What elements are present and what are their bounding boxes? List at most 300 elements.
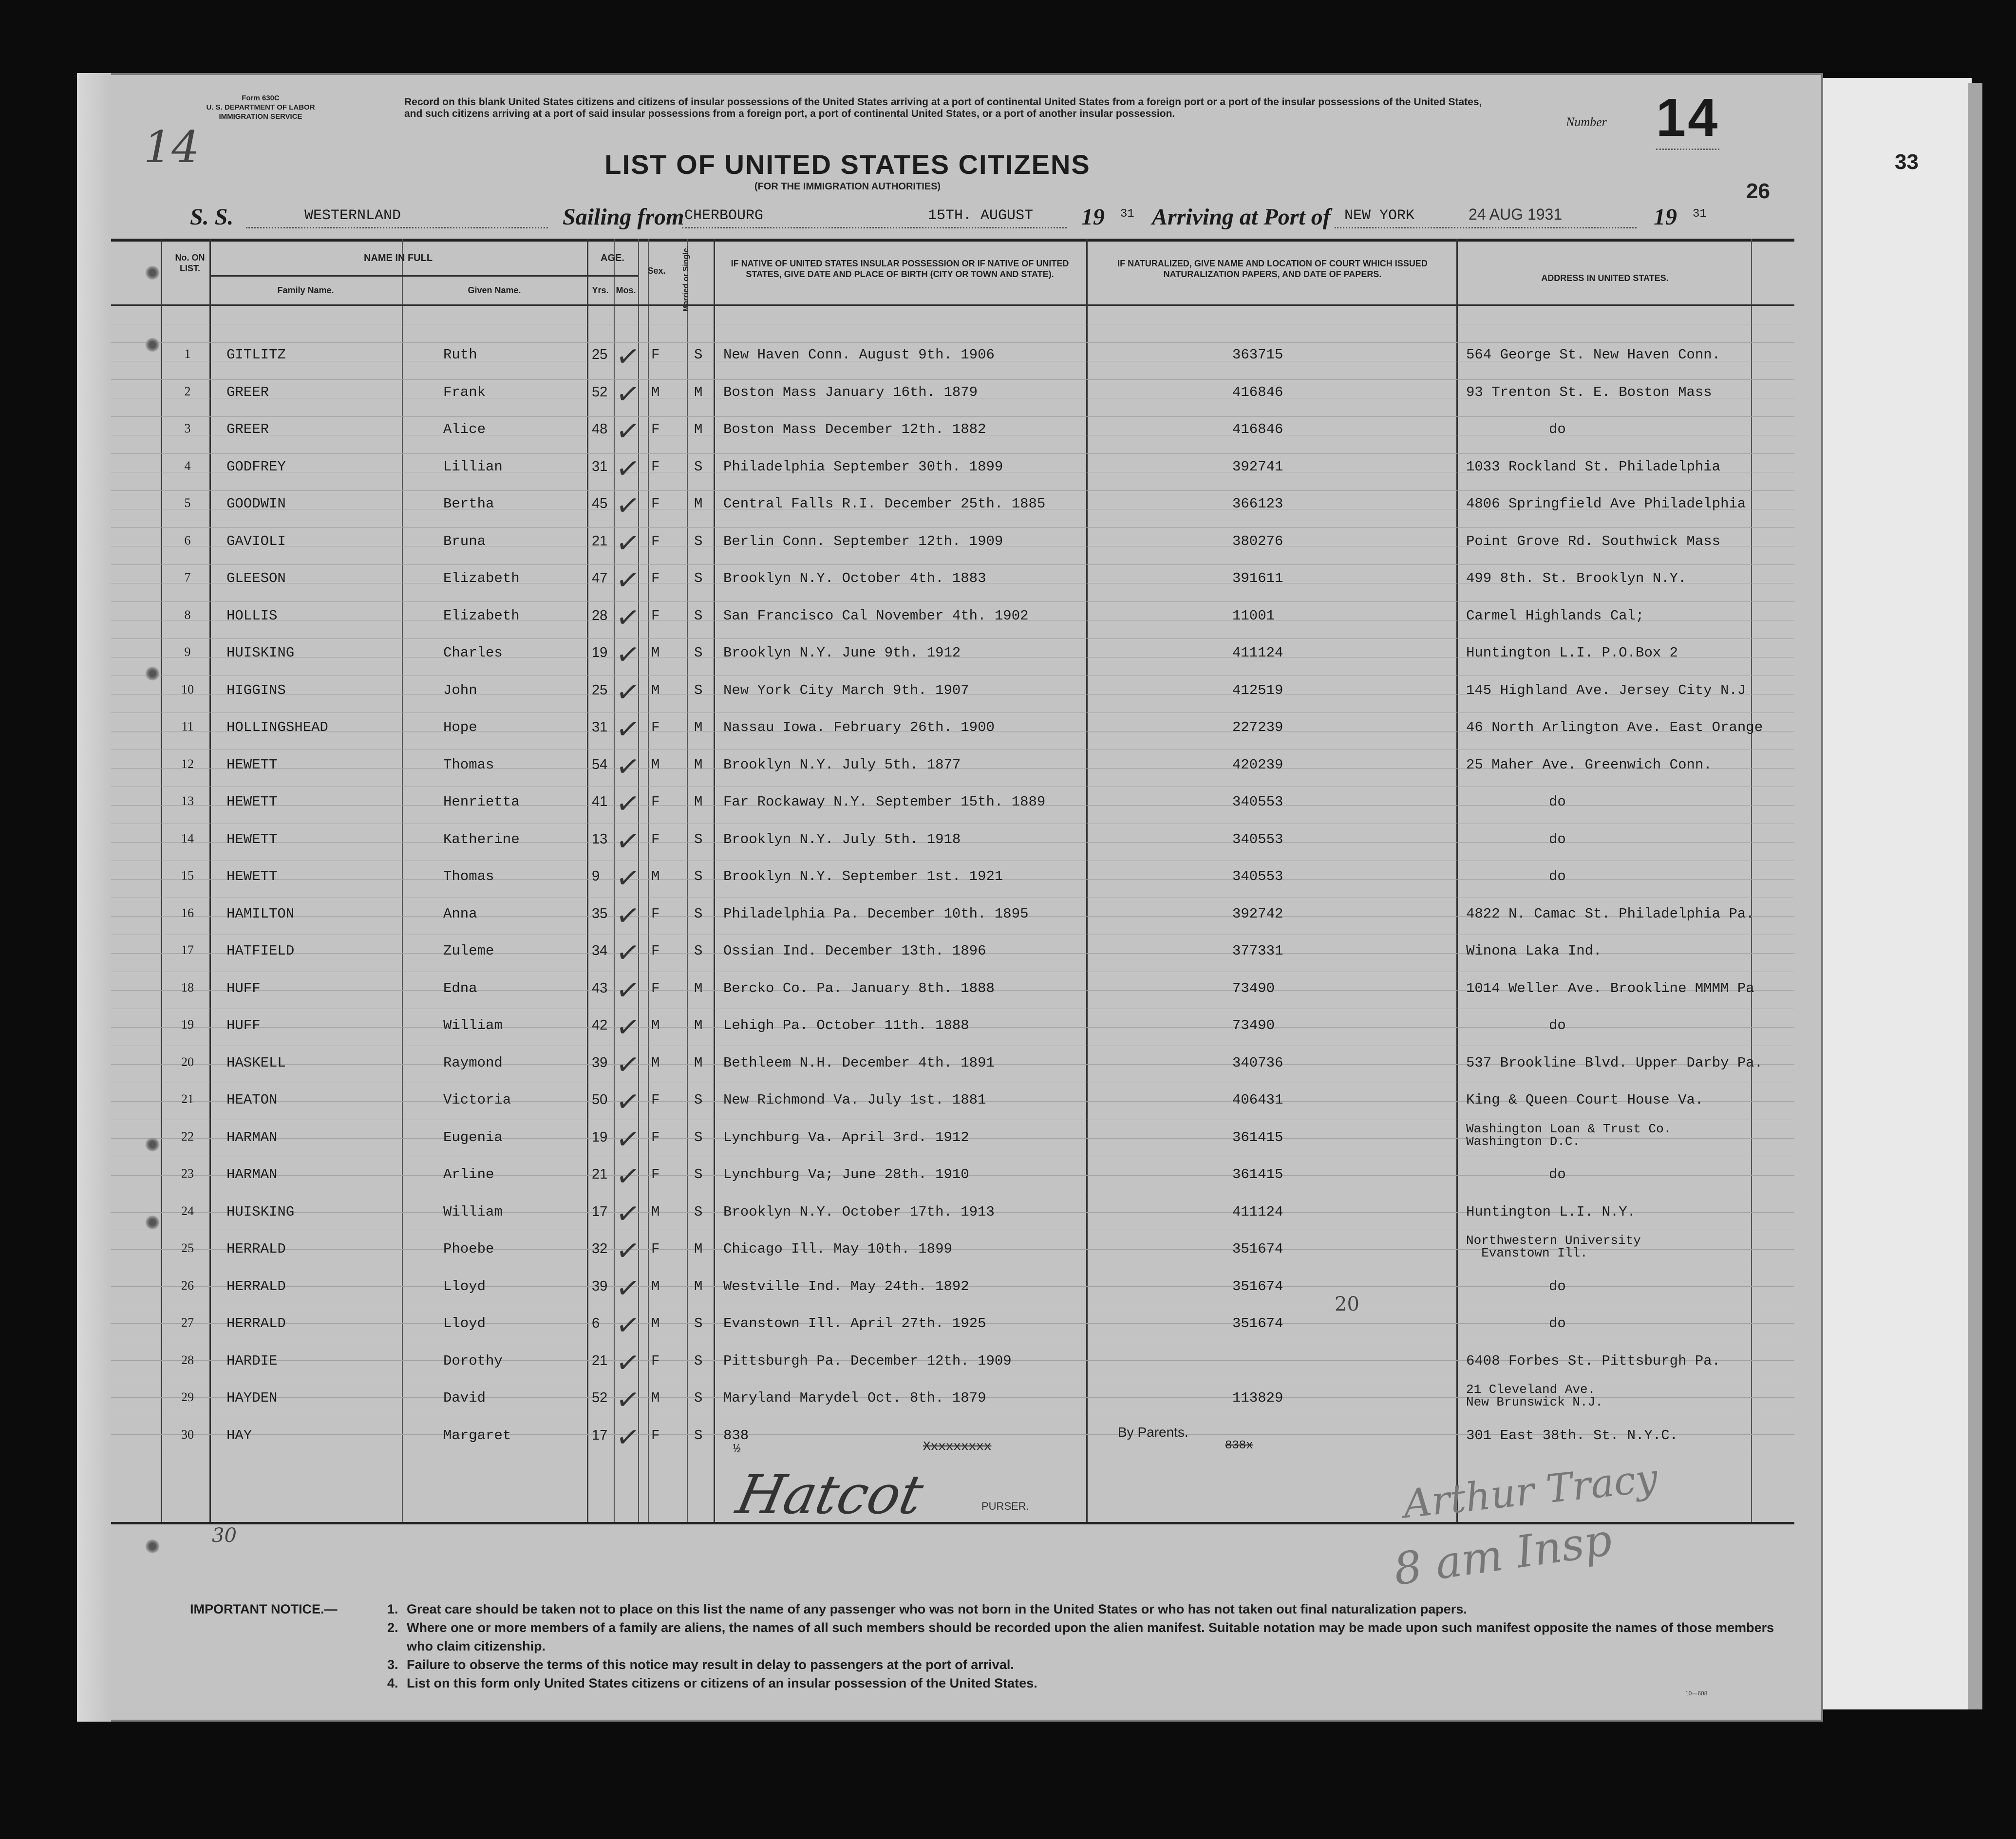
cell-birth: Far Rockaway N.Y. September 15th. 1889	[723, 794, 1046, 810]
page-subtitle: (FOR THE IMMIGRATION AUTHORITIES)	[754, 181, 941, 192]
cell-family: HUISKING	[226, 645, 295, 661]
cell-family: HARMAN	[226, 1166, 278, 1182]
header-rule	[111, 304, 1794, 306]
cell-age: 31	[592, 458, 608, 474]
cell-ms: S	[694, 347, 703, 363]
cell-sex: M	[651, 1054, 660, 1071]
cell-birth: New York City March 9th. 1907	[723, 682, 969, 698]
table-row	[0, 746, 2016, 784]
cell-birth: Westville Ind. May 24th. 1892	[723, 1278, 969, 1295]
checkmark-icon: ✓	[614, 1270, 642, 1306]
cell-address: do	[1549, 794, 1566, 810]
checkmark-icon: ✓	[614, 1232, 642, 1269]
cell-given: Ruth	[443, 347, 477, 363]
cell-no: 17	[181, 943, 194, 957]
cell-ms: M	[694, 794, 703, 810]
cell-address: Northwestern University Evanstown Ill.	[1466, 1233, 1641, 1260]
table-row	[0, 1007, 2016, 1044]
cell-nat: 391611	[1232, 570, 1283, 586]
binder-hole	[145, 265, 160, 280]
cell-birth: Brooklyn N.Y. September 1st. 1921	[723, 868, 1003, 884]
cell-address: 1014 Weller Ave. Brookline MMMM Pa	[1466, 980, 1754, 996]
col-header-yrs: Yrs.	[592, 285, 609, 295]
cell-birth: Maryland Marydel Oct. 8th. 1879	[723, 1390, 986, 1406]
cell-nat: 411124	[1232, 1203, 1283, 1220]
cell-ms: S	[694, 645, 703, 661]
cell-age: 45	[592, 496, 608, 511]
cell-family: HIGGINS	[226, 682, 286, 698]
col-header-birth: IF NATIVE OF UNITED STATES INSULAR POSSESSION OR IF NATIVE OF UNITED STATES, GIVE DATE AND PLACE OF BIRTH (CITY OR TOWN AND STATE).	[731, 259, 1069, 279]
cell-ms: M	[694, 1278, 703, 1295]
notice-item: 1. Great care should be taken not to place on this list the name of any passenger who was not born in the United States or who has not taken out final naturalization papers.	[387, 1602, 1467, 1616]
cell-no: 27	[181, 1315, 194, 1330]
cell-family: HEWETT	[226, 831, 278, 847]
cell-family: HUISKING	[226, 1203, 295, 1220]
notice-text: Failure to observe the terms of this notice may result in delay to passengers at the port of arrival.	[407, 1657, 1014, 1672]
cell-no: 15	[181, 868, 194, 882]
form-identifier	[180, 94, 341, 121]
col-header-given: Given Name.	[468, 285, 521, 295]
cell-sex: F	[651, 1352, 660, 1369]
cell-address: do	[1549, 868, 1566, 884]
col-header-age: AGE.	[601, 253, 624, 263]
table-row	[0, 1044, 2016, 1082]
form-number: Form 630C	[242, 94, 280, 102]
checkmark-icon: ✓	[614, 823, 642, 859]
checkmark-icon: ✓	[614, 1158, 642, 1195]
cell-birth: New Richmond Va. July 1st. 1881	[723, 1092, 986, 1108]
cell-no: 5	[184, 496, 191, 510]
cell-family: HEWETT	[226, 794, 278, 810]
cell-given: Edna	[443, 980, 477, 996]
cell-nat: 340553	[1232, 868, 1283, 884]
cell-no: 2	[184, 384, 191, 398]
cell-birth: Berlin Conn. September 12th. 1909	[723, 533, 1003, 549]
cell-family: HUFF	[226, 1017, 261, 1033]
cell-ms: M	[694, 496, 703, 512]
cell-nat: 380276	[1232, 533, 1283, 549]
arrival-dotline	[1335, 227, 1637, 228]
cell-age: 54	[592, 756, 608, 772]
cell-nat: 227239	[1232, 719, 1283, 735]
cell-ms: S	[694, 682, 703, 698]
cell-given: Eugenia	[443, 1129, 503, 1145]
notice-text: List on this form only United States citizens or citizens of an insular possession of the United States.	[407, 1676, 1037, 1690]
cell-age: 50	[592, 1092, 608, 1107]
cell-ms: M	[694, 1054, 703, 1071]
cell-sex: F	[651, 794, 660, 810]
cell-age: 21	[592, 1352, 608, 1369]
cell-family: HERRALD	[226, 1278, 286, 1295]
year-suffix-2: 31	[1693, 207, 1707, 221]
from-port: CHERBOURG	[684, 207, 764, 224]
cell-birth: Bercko Co. Pa. January 8th. 1888	[723, 980, 995, 996]
table-row	[0, 523, 2016, 560]
cell-birth: Brooklyn N.Y. October 17th. 1913	[723, 1203, 995, 1220]
cell-sex: F	[651, 1241, 660, 1257]
table-row	[0, 1342, 2016, 1380]
cell-ms: S	[694, 607, 703, 624]
cell-sex: M	[651, 1017, 660, 1033]
cell-address: Winona Laka Ind.	[1466, 943, 1602, 959]
cell-age: 41	[592, 794, 608, 809]
cell-ms: S	[694, 533, 703, 549]
cell-given: Phoebe	[443, 1241, 494, 1257]
department: U. S. DEPARTMENT OF LABOR	[206, 103, 315, 112]
cell-ms: M	[694, 1241, 703, 1257]
cell-nat: 406431	[1232, 1092, 1283, 1108]
cell-age: 42	[592, 1017, 608, 1033]
cell-age: 39	[592, 1278, 608, 1294]
by-parents-note: By Parents.	[1118, 1425, 1188, 1440]
cell-address: 21 Cleveland Ave. New Brunswick N.J.	[1466, 1382, 1603, 1409]
cell-age: 13	[592, 831, 608, 847]
cell-nat: 377331	[1232, 943, 1283, 959]
form-instructions: Record on this blank United States citizens and citizens of insular possessions of the United States arriving at a port of continental United States from a foreign port or a port of the insular possessions of the United States, and such citizens arriving at a port of said insular possessions from a foreign port, a port of continental United States, or a port of another insular possession.	[404, 96, 1482, 119]
cell-sex: F	[651, 607, 660, 624]
cell-birth: Evanstown Ill. April 27th. 1925	[723, 1315, 986, 1332]
table-row	[0, 560, 2016, 597]
cell-given: John	[443, 682, 477, 698]
cell-sex: F	[651, 347, 660, 363]
cell-sex: F	[651, 533, 660, 549]
notice-item: 3. Failure to observe the terms of this notice may result in delay to passengers at the port of arrival.	[387, 1657, 1014, 1672]
header-rule	[209, 275, 638, 277]
checkmark-icon: ✓	[614, 674, 642, 710]
cell-sex: F	[651, 1427, 660, 1444]
cell-birth: Lynchburg Va. April 3rd. 1912	[723, 1129, 969, 1145]
ship-name: WESTERNLAND	[304, 207, 401, 224]
col-header-family: Family Name.	[277, 285, 334, 295]
cell-address: 46 North Arlington Ave. East Orange	[1466, 719, 1763, 735]
table-row	[0, 1230, 2016, 1268]
cell-given: Dorothy	[443, 1352, 503, 1369]
cell-birth: Nassau Iowa. February 26th. 1900	[723, 719, 995, 735]
col-header-mos: Mos.	[616, 285, 636, 295]
inspector-title: 8 am Insp	[1390, 1514, 1615, 1595]
cell-family: HUFF	[226, 980, 261, 996]
cell-family: HARMAN	[226, 1129, 278, 1145]
notice-text: Where one or more members of a family are aliens, the names of all such members should be recorded upon the alien manifest. Suitable notation may be made upon such manifest opposite the names of those members who claim citizenship.	[407, 1620, 1774, 1653]
table-row	[0, 1305, 2016, 1342]
sailing-label: Sailing from	[563, 204, 684, 230]
cell-given: William	[443, 1017, 503, 1033]
cell-address: 25 Maher Ave. Greenwich Conn.	[1466, 756, 1712, 773]
cell-family: GREER	[226, 421, 269, 437]
cell-ms: M	[694, 421, 703, 437]
checkmark-icon: ✓	[614, 1307, 642, 1344]
checkmark-icon: ✓	[614, 934, 642, 971]
cell-family: GITLITZ	[226, 347, 286, 363]
cell-family: GOODWIN	[226, 496, 286, 512]
checkmark-icon: ✓	[614, 972, 642, 1008]
cell-nat: 412519	[1232, 682, 1283, 698]
service: IMMIGRATION SERVICE	[219, 113, 302, 121]
cell-ms: S	[694, 1129, 703, 1145]
cell-nat: 351674	[1232, 1315, 1283, 1332]
cell-ms: S	[694, 1203, 703, 1220]
col-header-address: ADDRESS IN UNITED STATES.	[1541, 273, 1669, 283]
cell-address: 537 Brookline Blvd. Upper Darby Pa.	[1466, 1054, 1763, 1071]
cell-family: GLEESON	[226, 570, 286, 586]
row30-struck-date: Xxxxxxxxx	[923, 1439, 992, 1454]
cell-given: Charles	[443, 645, 503, 661]
cell-nat: 340553	[1232, 794, 1283, 810]
cell-no: 9	[184, 645, 191, 659]
cell-birth: Brooklyn N.Y. July 5th. 1918	[723, 831, 961, 847]
inspector-signature: Arthur Tracy	[1401, 1455, 1660, 1527]
cell-family: HAY	[226, 1427, 252, 1444]
arrival-port: NEW YORK	[1344, 207, 1415, 224]
cell-nat: 411124	[1232, 645, 1283, 661]
cell-ms: M	[694, 719, 703, 735]
table-row	[0, 895, 2016, 933]
cell-ms: S	[694, 1352, 703, 1369]
checkmark-icon: ✓	[614, 525, 642, 561]
table-row	[0, 709, 2016, 746]
binder-hole	[145, 666, 160, 681]
cell-ms: S	[694, 831, 703, 847]
table-row	[0, 672, 2016, 709]
cell-given: Frank	[443, 384, 486, 400]
cell-given: Thomas	[443, 868, 494, 884]
notice-heading: IMPORTANT NOTICE.—	[190, 1602, 338, 1616]
checkmark-icon: ✓	[614, 1083, 642, 1120]
cell-no: 6	[184, 533, 191, 547]
checkmark-icon: ✓	[614, 860, 642, 897]
page-number: 26	[1746, 179, 1770, 203]
cell-family: HOLLINGSHEAD	[226, 719, 328, 735]
cell-sex: F	[651, 570, 660, 586]
cell-no: 25	[181, 1241, 194, 1255]
cell-sex: F	[651, 831, 660, 847]
ss-label: S. S.	[190, 204, 234, 230]
notice-item: 2. Where one or more members of a family are aliens, the names of all such members should be recorded upon the alien manifest. Suitable notation may be made upon such manifest opposite the names of those members who claim citizenship.	[387, 1620, 1774, 1653]
cell-family: HEATON	[226, 1092, 278, 1108]
cell-birth: Pittsburgh Pa. December 12th. 1909	[723, 1352, 1012, 1369]
checkmark-icon: ✓	[614, 413, 642, 450]
cell-family: HAYDEN	[226, 1390, 278, 1406]
cell-address: 4806 Springfield Ave Philadelphia	[1466, 496, 1746, 512]
cell-address: Huntington L.I. N.Y.	[1466, 1203, 1636, 1220]
cell-given: Katherine	[443, 831, 520, 847]
cell-age: 48	[592, 421, 608, 437]
table-row	[0, 448, 2016, 486]
cell-age: 43	[592, 980, 608, 996]
cell-no: 18	[181, 980, 194, 995]
number-label: Number	[1566, 115, 1607, 129]
table-row	[0, 1193, 2016, 1231]
cell-family: GODFREY	[226, 458, 286, 475]
cell-address: do	[1549, 1017, 1566, 1033]
cell-ms: S	[694, 458, 703, 475]
cell-address: King & Queen Court House Va.	[1466, 1092, 1704, 1108]
cell-no: 7	[184, 570, 191, 584]
cell-family: HEWETT	[226, 756, 278, 773]
cell-sex: F	[651, 458, 660, 475]
table-row	[0, 485, 2016, 523]
cell-age: 39	[592, 1054, 608, 1070]
cell-nat: 361415	[1232, 1129, 1283, 1145]
cell-nat: 340553	[1232, 831, 1283, 847]
cell-ms: S	[694, 1166, 703, 1182]
cell-sex: F	[651, 496, 660, 512]
cell-age: 25	[592, 347, 608, 362]
margin-note-30: 30	[212, 1524, 237, 1547]
cell-birth: Philadelphia September 30th. 1899	[723, 458, 1003, 475]
cell-given: Lloyd	[443, 1315, 486, 1332]
notice-text: Great care should be taken not to place on this list the name of any passenger who was not born in the United States or who has not taken out final naturalization papers.	[407, 1602, 1467, 1616]
cell-given: Bruna	[443, 533, 486, 549]
binder-hole	[145, 1137, 160, 1152]
cell-address: do	[1549, 1278, 1566, 1295]
cell-no: 29	[181, 1390, 194, 1404]
cell-no: 30	[181, 1427, 194, 1442]
col-header-no: No. ON LIST.	[175, 253, 205, 273]
cell-given: Anna	[443, 905, 477, 922]
cell-given: Thomas	[443, 756, 494, 773]
cell-nat: 73490	[1232, 1017, 1275, 1033]
cell-sex: M	[651, 1278, 660, 1295]
cell-no: 14	[181, 831, 194, 845]
cell-nat: 363715	[1232, 347, 1283, 363]
by-parents-struck: 838x	[1225, 1439, 1253, 1452]
cell-given: William	[443, 1203, 503, 1220]
cell-address: Carmel Highlands Cal;	[1466, 607, 1644, 624]
cell-nat: 420239	[1232, 756, 1283, 773]
cell-age: 19	[592, 645, 608, 660]
cell-sex: M	[651, 682, 660, 698]
cell-no: 3	[184, 421, 191, 435]
cell-no: 20	[181, 1054, 194, 1069]
checkmark-icon: ✓	[614, 711, 642, 748]
cell-ms: M	[694, 1017, 703, 1033]
cell-no: 1	[184, 347, 191, 361]
binder-hole	[145, 1539, 160, 1554]
cell-address: 145 Highland Ave. Jersey City N.J	[1466, 682, 1746, 698]
cell-no: 16	[181, 905, 194, 920]
cell-address: do	[1549, 831, 1566, 847]
cell-nat: 351674	[1232, 1241, 1283, 1257]
cell-sex: F	[651, 1092, 660, 1108]
cell-sex: F	[651, 421, 660, 437]
cell-given: Raymond	[443, 1054, 503, 1071]
cell-nat: 366123	[1232, 496, 1283, 512]
cell-age: 34	[592, 943, 608, 958]
cell-address: 4822 N. Camac St. Philadelphia Pa.	[1466, 905, 1754, 922]
cell-family: HERRALD	[226, 1241, 286, 1257]
cell-sex: M	[651, 1203, 660, 1220]
checkmark-icon: ✓	[614, 1046, 642, 1083]
cell-given: David	[443, 1390, 486, 1406]
cell-no: 11	[181, 719, 194, 733]
cell-no: 28	[181, 1352, 194, 1367]
table-row	[0, 374, 2016, 411]
table-row	[0, 783, 2016, 821]
checkmark-icon: ✓	[614, 1419, 642, 1455]
cell-ms: S	[694, 1390, 703, 1406]
cell-ms: S	[694, 868, 703, 884]
cell-age: 52	[592, 384, 608, 400]
cell-age: 21	[592, 533, 608, 549]
cell-birth: Central Falls R.I. December 25th. 1885	[723, 496, 1046, 512]
page-title: LIST OF UNITED STATES CITIZENS	[604, 149, 1091, 180]
cell-birth: Bethleem N.H. December 4th. 1891	[723, 1054, 995, 1071]
cell-address: 93 Trenton St. E. Boston Mass	[1466, 384, 1712, 400]
table-row	[0, 411, 2016, 448]
cell-address: Washington Loan & Trust Co. Washington D.C.	[1466, 1121, 1672, 1149]
cell-sex: F	[651, 980, 660, 996]
cell-given: Hope	[443, 719, 477, 735]
cell-given: Elizabeth	[443, 570, 520, 586]
checkmark-icon: ✓	[614, 636, 642, 673]
cell-nat: 113829	[1232, 1390, 1283, 1406]
year-suffix: 31	[1120, 207, 1134, 221]
cell-age: 6	[592, 1315, 600, 1331]
cell-given: Henrietta	[443, 794, 520, 810]
checkmark-icon: ✓	[614, 375, 642, 412]
cell-birth: Brooklyn N.Y. July 5th. 1877	[723, 756, 961, 773]
cell-nat: 361415	[1232, 1166, 1283, 1182]
cell-address: Point Grove Rd. Southwick Mass	[1466, 533, 1721, 549]
cell-sex: M	[651, 868, 660, 884]
row30-fraction: ½	[733, 1442, 741, 1456]
checkmark-icon: ✓	[614, 748, 642, 785]
cell-given: Lillian	[443, 458, 503, 475]
cell-birth: Chicago Ill. May 10th. 1899	[723, 1241, 952, 1257]
cell-address: do	[1549, 1166, 1566, 1182]
checkmark-icon: ✓	[614, 487, 642, 524]
cell-birth: Lynchburg Va; June 28th. 1910	[723, 1166, 969, 1182]
table-row	[0, 336, 2016, 374]
checkmark-icon: ✓	[614, 338, 642, 375]
year-prefix-2: 19	[1654, 204, 1677, 230]
cell-no: 8	[184, 607, 191, 622]
cell-ms: S	[694, 943, 703, 959]
cell-family: HATFIELD	[226, 943, 295, 959]
cell-sex: M	[651, 645, 660, 661]
checkmark-icon: ✓	[614, 1195, 642, 1232]
cell-sex: F	[651, 1129, 660, 1145]
cell-ms: S	[694, 570, 703, 586]
cell-age: 35	[592, 905, 608, 921]
checkmark-icon: ✓	[614, 1381, 642, 1418]
table-row	[0, 1119, 2016, 1156]
cell-age: 31	[592, 719, 608, 735]
sailing-dotline	[682, 227, 1067, 228]
table-row	[0, 1379, 2016, 1417]
cell-address: 499 8th. St. Brooklyn N.Y.	[1466, 570, 1687, 586]
checkmark-icon: ✓	[614, 897, 642, 934]
cell-given: Victoria	[443, 1092, 511, 1108]
cell-no: 19	[181, 1017, 194, 1032]
arrival-stamp: 24 AUG 1931	[1469, 206, 1563, 223]
purser-label: PURSER.	[981, 1500, 1029, 1512]
cell-birth: Brooklyn N.Y. October 4th. 1883	[723, 570, 986, 586]
cell-family: HEWETT	[226, 868, 278, 884]
table-row	[0, 1268, 2016, 1305]
binder-hole	[145, 1215, 160, 1230]
table-row	[0, 970, 2016, 1007]
cell-ms: S	[694, 905, 703, 922]
cell-nat: 416846	[1232, 384, 1283, 400]
notice-item: 4. List on this form only United States citizens or citizens of an insular possession of the United States.	[387, 1676, 1037, 1690]
voyage-line	[0, 204, 2016, 233]
cell-family: HASKELL	[226, 1054, 286, 1071]
cell-given: Elizabeth	[443, 607, 520, 624]
table-row	[0, 1156, 2016, 1193]
checkmark-icon: ✓	[614, 599, 642, 636]
